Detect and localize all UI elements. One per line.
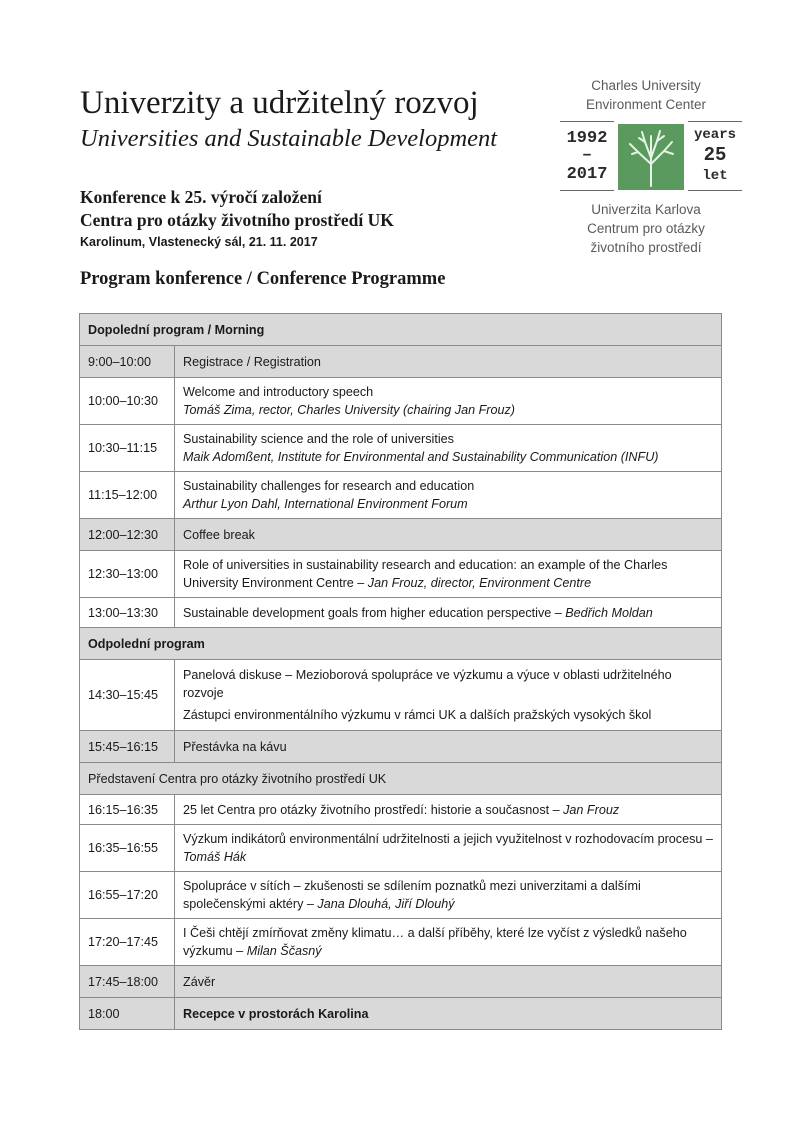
section-label: Představení Centra pro otázky životního prostředí UK [80,763,722,795]
logo-years-word: years [693,127,736,143]
logo-cz-line1: Univerzita Karlova [591,202,701,217]
session-speaker: Tomáš Hák [183,850,247,864]
table-row [80,551,722,598]
time-cell: 11:15–12:00 [80,472,175,519]
session-speaker: Bedřich Moldan [565,605,653,620]
session-cell [175,795,722,825]
time-cell: 17:20–17:45 [80,919,175,966]
table-row [80,378,722,425]
table-row [80,825,722,872]
time-cell: 10:30–11:15 [80,425,175,472]
session-speaker: Jan Frouz, director, Environment Centre [367,576,592,590]
programme-table [79,313,722,1030]
table-row [80,346,722,378]
table-row [80,795,722,825]
session-title: Sustainable development goals from higher education perspective – [183,605,566,620]
session-cell [175,519,722,551]
session-title: Výzkum indikátorů environmentální udržitelnosti a jejich využitelnost v rozhodovacím procesu – [183,832,713,846]
section-label: Odpolední program [80,628,722,660]
time-cell: 16:55–17:20 [80,872,175,919]
time-cell: 9:00–10:00 [80,346,175,378]
logo-year-start: 1992 [566,129,608,148]
session-title: Registrace / Registration [183,354,321,369]
logo-divider [688,121,742,122]
session-cell [175,425,722,472]
session-cell [175,551,722,598]
session-speaker: Tomáš Zima, rector, Charles University (chairing Jan Frouz) [183,403,515,417]
time-cell: 16:35–16:55 [80,825,175,872]
session-speaker: Jan Frouz [563,802,620,817]
session-cell [175,660,722,731]
table-row [80,872,722,919]
session-speaker: Milan Ščasný [246,944,322,958]
session-title: Přestávka na kávu [183,739,287,754]
logo-en-line1: Charles University [591,78,701,93]
table-row [80,472,722,519]
time-cell: 15:45–16:15 [80,731,175,763]
session-cell [175,872,722,919]
session-speaker: Jana Dlouhá, Jiří Dlouhý [317,897,455,911]
session-cell [175,598,722,628]
session-cell [175,346,722,378]
conference-venue-date: Karolinum, Vlastenecký sál, 21. 11. 2017 [80,235,318,249]
time-cell: 12:30–13:00 [80,551,175,598]
session-cell [175,966,722,998]
section-label: Dopolední program / Morning [80,314,722,346]
table-row [80,660,722,731]
logo-cz-line2: Centrum pro otázky [587,221,705,236]
session-title: 25 let Centra pro otázky životního prostředí: historie a současnost – [183,802,564,817]
table-row [80,598,722,628]
table-row [80,919,722,966]
section-header-afternoon [80,628,722,660]
table-row [80,519,722,551]
time-cell: 13:00–13:30 [80,598,175,628]
session-title: I Češi chtějí zmírňovat změny klimatu… a další příběhy, které lze vyčíst z výsledků našeho výzkumu – [183,926,687,958]
time-cell: 10:00–10:30 [80,378,175,425]
session-title: Sustainability science and the role of universities [183,432,454,446]
session-title: Závěr [183,974,216,989]
time-cell: 18:00 [80,998,175,1030]
logo-years-number: 25 [703,144,727,166]
conference-title-line2: Centra pro otázky životního prostředí UK [80,210,394,230]
section-header-morning [80,314,722,346]
logo-let-word: let [702,168,728,184]
session-speaker: Arthur Lyon Dahl, International Environment Forum [183,497,468,511]
conference-title-line1: Konference k 25. výročí založení [80,187,322,207]
time-cell: 17:45–18:00 [80,966,175,998]
session-cell [175,378,722,425]
table-row [80,966,722,998]
time-cell: 16:15–16:35 [80,795,175,825]
session-title: Role of universities in sustainability research and education: an example of the Charles University Environment Centre – [183,558,668,590]
session-title: Panelová diskuse – Mezioborová spolupráce ve výzkumu a výuce v oblasti udržitelného rozvoje [183,668,672,700]
session-cell [175,825,722,872]
session-speaker: Maik Adomßent, Institute for Environmental and Sustainability Communication (INFU) [183,450,659,464]
session-title: Sustainability challenges for research and education [183,479,475,493]
section-header-presentation [80,763,722,795]
page-title: Univerzity a udržitelný rozvoj [80,85,479,121]
programme-heading: Program konference / Conference Programme [80,269,446,289]
session-title: Coffee break [183,527,255,542]
logo-divider [688,190,742,191]
session-title: Welcome and introductory speech [183,385,374,399]
time-cell: 14:30–15:45 [80,660,175,731]
logo-year-dash: – [581,146,593,165]
environment-center-logo [556,74,746,264]
logo-year-end: 2017 [566,165,608,184]
logo-cz-line3: životního prostředí [590,240,702,255]
session-cell [175,998,722,1030]
session-cell [175,731,722,763]
table-row [80,731,722,763]
logo-divider [560,121,614,122]
table-row [80,998,722,1030]
session-note: Zástupci environmentálního výzkumu v rámci UK a dalších pražských vysokých škol [183,708,652,722]
tree-icon [618,124,684,190]
session-cell [175,919,722,966]
session-title: Recepce v prostorách Karolina [183,1006,369,1021]
table-row [80,425,722,472]
time-cell: 12:00–12:30 [80,519,175,551]
logo-divider [560,190,614,191]
session-cell [175,472,722,519]
session-title: Spolupráce v sítích – zkušenosti se sdílením poznatků mezi univerzitami a dalšími společenskými aktéry – [183,879,641,911]
page-subtitle: Universities and Sustainable Development [80,125,498,152]
logo-en-line2: Environment Center [585,97,707,112]
